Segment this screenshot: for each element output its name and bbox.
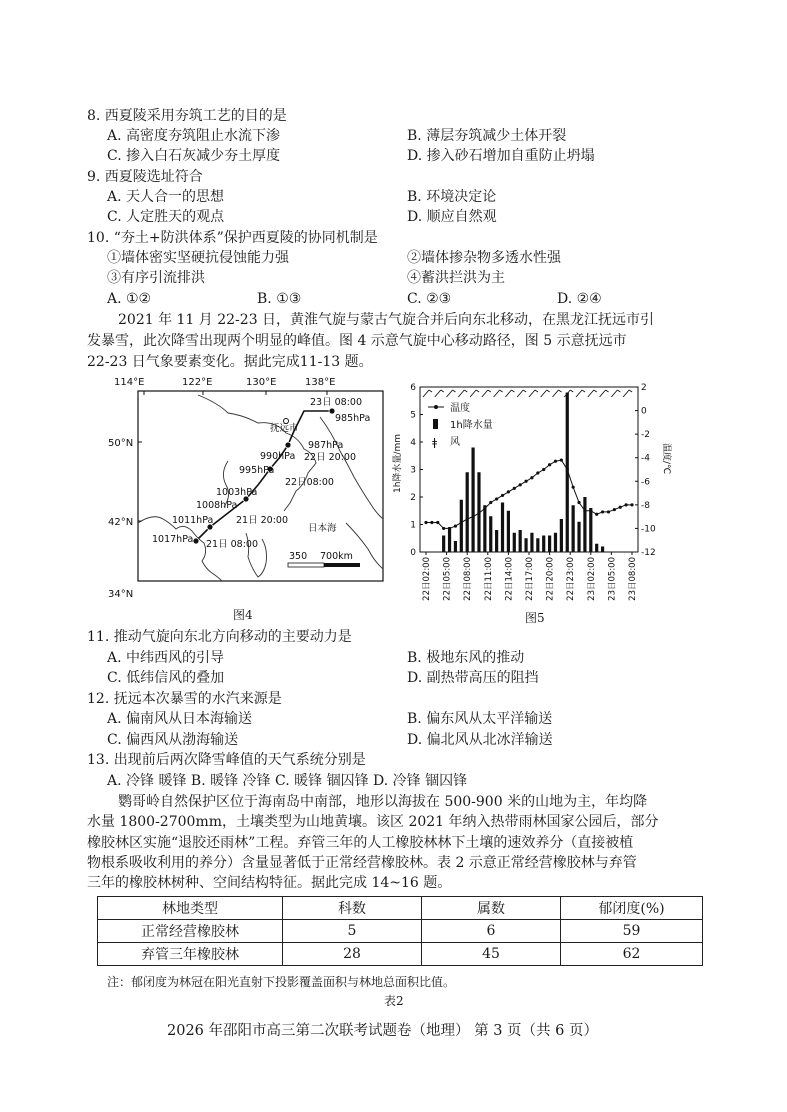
- temperature-point: [572, 486, 575, 489]
- table-header: 郁闭度(%): [561, 897, 703, 920]
- x-tick-label: 23日08:00: [628, 557, 638, 601]
- wind-barb: [464, 390, 467, 392]
- left-tick-label: 3: [410, 465, 416, 476]
- wind-barb: [611, 390, 617, 397]
- wind-barb: [453, 390, 456, 392]
- legend-wind-symbol: ǂ: [432, 436, 438, 449]
- precip-bar: [572, 505, 575, 552]
- temperature-point: [577, 501, 580, 504]
- q9-option-c[interactable]: C. 人定胜天的观点: [107, 209, 225, 225]
- right-tick-label: -10: [641, 524, 656, 535]
- precip-bar: [448, 527, 451, 552]
- wind-barb: [517, 390, 523, 397]
- temperature-point: [589, 509, 592, 512]
- precip-bar: [542, 536, 545, 553]
- page-footer: 2026 年邵阳市高三第二次联考试题卷（地理） 第 3 页（共 6 页）: [167, 1023, 599, 1039]
- precip-bar: [460, 500, 463, 552]
- table-cell: 28: [283, 943, 422, 966]
- wind-barb: [429, 390, 432, 392]
- table-header: 科数: [283, 897, 422, 920]
- q11-option-d[interactable]: D. 副热带高压的阻挡: [407, 670, 539, 686]
- q11-option-a[interactable]: A. 中纬西风的引导: [107, 650, 225, 666]
- wind-barb: [582, 390, 585, 392]
- track-label: 21日 20:00: [236, 515, 288, 526]
- precip-bar: [560, 519, 563, 552]
- legend-wind: 风: [450, 437, 460, 448]
- precip-bar: [466, 472, 469, 552]
- x-tick-label: 22日23:00: [566, 557, 577, 601]
- precip-bar: [595, 544, 598, 552]
- temperature-point: [507, 490, 510, 493]
- table-2: [97, 896, 703, 966]
- track-label: 23日 08:00: [310, 397, 362, 408]
- q11-stem: 11. 推动气旋向东北方向移动的主要动力是: [87, 629, 352, 645]
- precip-bar: [536, 538, 539, 552]
- x-tick-label: 22日05:00: [442, 557, 453, 601]
- wind-barb: [600, 390, 606, 397]
- track-label: 22日 20:00: [304, 452, 356, 463]
- left-tick-label: 1: [410, 520, 416, 531]
- temperature-point: [554, 460, 557, 463]
- x-tick-label: 22日14:00: [504, 557, 515, 601]
- track-label: 990hPa: [260, 451, 296, 462]
- table-header: 属数: [422, 897, 561, 920]
- passage1-line3: 22-23 日气象要素变化。据此完成11-13 题。: [87, 354, 373, 370]
- passage1-line1: 2021 年 11 月 22-23 日，黄淮气旋与蒙古气旋合并后向东北移动，在黑龙江抚远市引: [118, 312, 655, 328]
- wind-barb: [558, 390, 561, 392]
- lat-label: 34°N: [108, 589, 134, 600]
- temperature-point: [501, 494, 504, 497]
- sea-label: 日本海: [308, 523, 337, 534]
- track-label: 21日 08:00: [206, 539, 258, 550]
- wind-barb: [494, 390, 500, 397]
- lon-label: 130°E: [246, 377, 277, 388]
- right-tick-label: -2: [641, 430, 650, 441]
- svg-text:700km: 700km: [320, 551, 353, 562]
- legend-precip: 1h降水量: [450, 420, 493, 431]
- temperature-point: [454, 524, 457, 527]
- q8-option-d[interactable]: D. 掺入砂石增加自重防止坍塌: [407, 148, 595, 164]
- q12-option-d[interactable]: D. 偏北风从北冰洋输送: [407, 732, 553, 748]
- temperature-point: [601, 510, 604, 513]
- passage1-line2: 发暴雪，此次降雪出现两个明显的峰值。图 4 示意气旋中心移动路径，图 5 示意抚远市: [87, 333, 627, 349]
- table-cell: 45: [422, 943, 561, 966]
- track-label: 22日08:00: [285, 477, 334, 488]
- track-label: 1011hPa: [172, 515, 214, 526]
- track-label: 985hPa: [335, 413, 371, 424]
- q9-option-b[interactable]: B. 环境决定论: [407, 189, 497, 205]
- right-tick-label: 0: [641, 406, 647, 417]
- temperature-point: [595, 513, 598, 516]
- precip-bar: [495, 530, 498, 552]
- temperature-point: [542, 468, 545, 471]
- wind-barb: [423, 390, 429, 397]
- temperature-point: [536, 471, 539, 474]
- track-label: 1017hPa: [152, 534, 194, 545]
- temperature-point: [477, 512, 480, 515]
- table-note: 注：郁闭度为林冠在阳光直射下投影覆盖面积与林地总面积比值。: [107, 975, 456, 989]
- q12-option-b[interactable]: B. 偏东风从太平洋输送: [407, 711, 553, 727]
- right-tick-label: -8: [641, 500, 650, 511]
- wind-barb: [523, 390, 526, 392]
- q13-options[interactable]: A. 冷锋 暖锋 B. 暖锋 冷锋 C. 暖锋 锢囚锋 D. 冷锋 锢囚锋: [107, 773, 468, 789]
- q9-option-d[interactable]: D. 顺应自然观: [407, 209, 497, 225]
- wind-barb: [588, 390, 594, 397]
- precip-bar: [501, 503, 504, 553]
- right-tick-label: -6: [641, 477, 650, 488]
- lat-label: 50°N: [108, 438, 134, 449]
- q10-statement-2: ②墙体掺杂物多透水性强: [407, 250, 561, 266]
- temperature-point: [630, 503, 633, 506]
- wind-barb: [594, 390, 597, 392]
- temperature-point: [430, 521, 433, 524]
- temperature-point: [583, 509, 586, 512]
- wind-barb: [447, 390, 453, 397]
- precip-bar: [577, 522, 580, 552]
- q9-option-a[interactable]: A. 天人合一的思想: [107, 189, 225, 205]
- right-tick-label: -12: [641, 548, 656, 558]
- precip-bar: [442, 536, 445, 553]
- wind-barb: [535, 390, 538, 392]
- lon-label: 122°E: [182, 377, 213, 388]
- left-tick-label: 0: [410, 548, 416, 558]
- wind-barb: [458, 390, 464, 397]
- table-cell: 62: [561, 943, 703, 966]
- temperature-point: [513, 487, 516, 490]
- q8-option-a[interactable]: A. 高密度夯筑阻止水流下渗: [107, 128, 281, 144]
- passage2-line5: 三年的橡胶林树种、空间结构特征。据此完成 14~16 题。: [87, 875, 452, 891]
- temperature-point: [442, 527, 445, 530]
- track-label: 987hPa: [308, 440, 344, 451]
- left-axis-label: 1h降水量/mm: [393, 434, 403, 493]
- temperature-point: [566, 468, 569, 471]
- wind-barb: [529, 390, 535, 397]
- table-cell: 59: [561, 920, 703, 943]
- temperature-point: [613, 508, 616, 511]
- x-tick-label: 22日08:00: [463, 557, 474, 601]
- q11-option-c[interactable]: C. 低纬信风的叠加: [107, 670, 225, 686]
- table-header: 林地类型: [98, 897, 283, 920]
- wind-barb: [552, 390, 558, 397]
- track-label: 1008hPa: [196, 500, 238, 511]
- lon-label: 114°E: [114, 377, 145, 388]
- wind-barb: [541, 390, 547, 397]
- right-tick-label: -4: [641, 453, 650, 464]
- wind-barb: [570, 390, 573, 392]
- temperature-point: [524, 480, 527, 483]
- figure5-chart: [388, 373, 671, 623]
- table-caption: 表2: [384, 994, 404, 1008]
- table-header-row: [98, 897, 703, 920]
- precip-bar: [489, 516, 492, 552]
- temperature-point: [448, 527, 451, 530]
- table-cell: 5: [283, 920, 422, 943]
- passage2-line4: 物根系吸收利用的养分）含量显著低于正常经营橡胶林。表 2 示意正常经营橡胶林与弃管: [87, 855, 637, 871]
- q10-statement-1: ①墙体密实坚硬抗侵蚀能力强: [107, 250, 289, 266]
- track-point: [285, 442, 291, 448]
- wind-barb: [623, 390, 629, 397]
- right-axis-label: 温度/℃: [661, 443, 671, 475]
- x-tick-label: 22日11:00: [483, 557, 494, 601]
- q10-statement-4: ④蓄洪拦洪为主: [407, 270, 505, 286]
- wind-barb: [476, 390, 479, 392]
- x-tick-label: 22日02:00: [422, 557, 432, 601]
- q10-option-c[interactable]: C. ②③: [407, 291, 452, 307]
- temperature-point: [460, 521, 463, 524]
- x-tick-label: 22日17:00: [525, 557, 535, 601]
- wind-barb: [511, 390, 514, 392]
- q8-option-c[interactable]: C. 掺入白石灰减少夯土厚度: [107, 148, 281, 164]
- q8-option-b[interactable]: B. 薄层夯筑减少土体开裂: [407, 128, 567, 144]
- q9-stem: 9. 西夏陵选址符合: [87, 169, 203, 185]
- left-tick-label: 4: [410, 438, 416, 448]
- track-point: [193, 538, 199, 544]
- precip-bar: [601, 547, 604, 553]
- passage2-line1: 鹦哥岭自然保护区位于海南岛中南部，地形以海拔在 500-900 米的山地为主，年均降: [118, 794, 648, 810]
- russia-coast: [320, 417, 383, 519]
- track-label: 1003hPa: [216, 487, 258, 498]
- wind-barb: [629, 390, 632, 392]
- table-cell: 正常经营橡胶林: [98, 920, 283, 943]
- wind-barb: [488, 390, 491, 392]
- q10-stem: 10. “夯土+防洪体系”保护西夏陵的协同机制是: [87, 230, 378, 246]
- passage2-line2: 水量 1800-2700mm，土壤类型为山地黄壤。该区 2021 年纳入热带雨林国家公园后，部分: [87, 814, 659, 830]
- passage2-line3: 橡胶林区实施“退胶还雨林”工程。弃管三年的人工橡胶林林下土壤的速效养分（直接被植: [87, 835, 634, 851]
- lon-label: 138°E: [305, 377, 336, 388]
- x-tick-label: 23日02:00: [586, 557, 597, 601]
- left-tick-label: 6: [410, 383, 416, 393]
- temperature-line: [426, 460, 632, 528]
- precip-bar: [519, 530, 522, 552]
- chart-legend: [428, 401, 493, 449]
- temperature-point: [519, 483, 522, 486]
- table-row: [98, 943, 703, 966]
- precip-bar: [513, 533, 516, 552]
- wind-barb: [441, 390, 444, 392]
- japan-coast: [346, 523, 383, 569]
- wind-barb: [482, 390, 488, 397]
- temperature-point: [625, 503, 628, 506]
- precip-bar: [589, 508, 592, 552]
- precip-bar: [524, 538, 527, 552]
- temperature-point: [436, 521, 439, 524]
- temperature-point: [489, 501, 492, 504]
- precip-bar: [507, 511, 510, 552]
- wind-barb: [617, 390, 620, 392]
- temperature-point: [530, 476, 533, 479]
- wind-barb: [435, 390, 441, 397]
- precip-bar: [471, 448, 474, 553]
- wind-barb: [500, 390, 503, 392]
- temperature-point: [466, 517, 469, 520]
- table-cell: 弃管三年橡胶林: [98, 943, 283, 966]
- lat-label: 42°N: [108, 517, 134, 528]
- scale-bar: [288, 551, 360, 567]
- temperature-point: [607, 510, 610, 513]
- left-tick-label: 5: [410, 410, 416, 421]
- wind-barb: [505, 390, 511, 397]
- q8-stem: 8. 西夏陵采用夯筑工艺的目的是: [87, 108, 287, 124]
- precip-bar: [583, 497, 586, 552]
- figure4-map: [108, 373, 388, 608]
- precip-bar: [554, 533, 557, 552]
- x-tick-label: 22日20:00: [545, 557, 556, 601]
- legend-temp: 温度: [450, 403, 470, 414]
- precip-bar: [483, 505, 486, 552]
- left-tick-label: 2: [410, 493, 416, 503]
- precip-bar: [454, 541, 457, 552]
- wind-barb: [606, 390, 609, 392]
- right-tick-label: 2: [641, 383, 647, 393]
- precip-bar: [530, 533, 533, 552]
- temperature-point: [495, 497, 498, 500]
- q10-option-b[interactable]: B. ①③: [257, 291, 302, 307]
- precip-bar: [548, 536, 551, 553]
- q12-option-a[interactable]: A. 偏南风从日本海输送: [107, 711, 253, 727]
- figure4-caption: 图4: [233, 608, 253, 622]
- q12-stem: 12. 抚远本次暴雪的水汽来源是: [87, 691, 282, 707]
- wind-barb: [470, 390, 476, 397]
- q10-option-d[interactable]: D. ②④: [557, 291, 602, 307]
- q10-statement-3: ③有序引流排洪: [107, 270, 205, 286]
- q12-option-c[interactable]: C. 偏西风从渤海输送: [107, 732, 239, 748]
- temperature-point: [471, 515, 474, 518]
- table-cell: 6: [422, 920, 561, 943]
- wind-barb: [547, 390, 550, 392]
- temperature-point: [424, 521, 427, 524]
- q13-stem: 13. 出现前后两次降雪峰值的天气系统分别是: [87, 752, 366, 768]
- temperature-point: [560, 458, 563, 461]
- track-label: 995hPa: [239, 465, 275, 476]
- wind-barb: [576, 390, 582, 397]
- figure5-caption: 图5: [525, 611, 545, 625]
- city-label: 抚远市: [270, 423, 299, 434]
- temperature-point: [619, 506, 622, 509]
- q11-option-b[interactable]: B. 极地东风的推动: [407, 650, 525, 666]
- x-tick-label: 23日05:00: [607, 557, 618, 601]
- temperature-point: [483, 507, 486, 510]
- svg-text:350: 350: [289, 551, 308, 562]
- table-row: [98, 920, 703, 943]
- temperature-point: [548, 463, 551, 466]
- q10-option-a[interactable]: A. ①②: [107, 291, 152, 307]
